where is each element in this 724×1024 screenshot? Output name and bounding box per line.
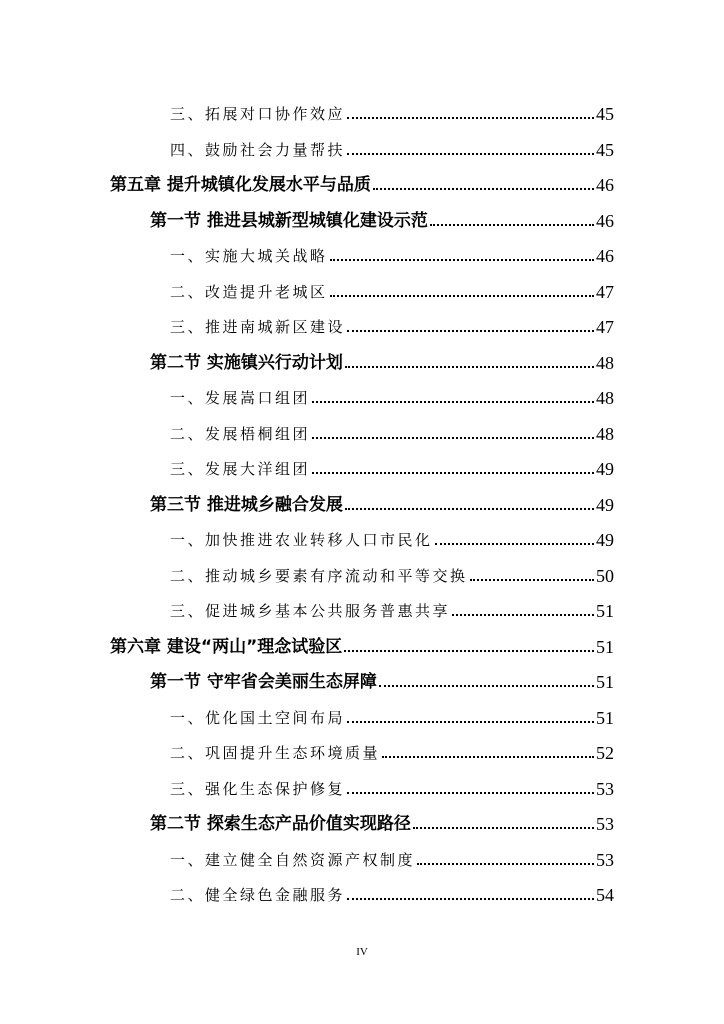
toc-entry [170, 273, 614, 303]
dot-leader [452, 614, 594, 616]
toc-entry-title: 第一节 推进县城新型城镇化建设示范 [150, 211, 428, 231]
toc-entry-page: 51 [596, 708, 614, 728]
toc-entry-page: 52 [596, 743, 614, 763]
toc-entry-title: 二、推动城乡要素有序流动和平等交换 [170, 567, 468, 585]
toc-entry [170, 734, 614, 764]
toc-entry-title: 一、实施大城关战略 [170, 247, 328, 265]
toc-entry [170, 699, 614, 729]
toc-entry-title: 三、发展大洋组团 [170, 460, 311, 478]
toc-entry [150, 202, 614, 232]
toc-entry [150, 663, 614, 693]
dot-leader [347, 898, 594, 900]
toc-entry [110, 628, 614, 658]
toc-entry-page: 49 [596, 459, 614, 479]
dot-leader [373, 188, 594, 190]
dot-leader [345, 508, 594, 510]
dot-leader [347, 792, 594, 794]
toc-entry-title: 第二节 实施镇兴行动计划 [150, 353, 343, 373]
dot-leader [312, 437, 594, 439]
dot-leader [413, 827, 594, 829]
toc-entry [170, 415, 614, 445]
toc-entry [170, 521, 614, 551]
toc-entry-title: 三、拓展对口协作效应 [170, 105, 346, 123]
toc-entry-page: 51 [596, 601, 614, 621]
toc-entry-page: 49 [596, 495, 614, 515]
toc-entry [110, 166, 614, 196]
toc-entry-page: 45 [596, 104, 614, 124]
dot-leader [417, 863, 594, 865]
dot-leader [330, 295, 594, 297]
toc-entry-page: 46 [596, 246, 614, 266]
toc-entry-page: 47 [596, 282, 614, 302]
toc-entry-title: 一、发展嵩口组团 [170, 389, 311, 407]
dot-leader [347, 330, 594, 332]
toc-entry-title: 二、健全绿色金融服务 [170, 886, 346, 904]
dot-leader [312, 401, 594, 403]
toc-entry-page: 48 [596, 424, 614, 444]
toc-entry-page: 47 [596, 317, 614, 337]
dot-leader [382, 756, 594, 758]
dot-leader [470, 579, 594, 581]
dot-leader [312, 472, 594, 474]
toc-entry-title: 第三节 推进城乡融合发展 [150, 495, 343, 515]
toc-entry-title: 一、优化国土空间布局 [170, 709, 346, 727]
toc-entry-page: 54 [596, 885, 614, 905]
toc-entry-title: 第五章 提升城镇化发展水平与品质 [110, 175, 371, 195]
toc-entry [170, 95, 614, 125]
toc-entry [150, 344, 614, 374]
toc-entry [170, 308, 614, 338]
dot-leader [347, 721, 594, 723]
toc-entry-page: 53 [596, 814, 614, 834]
toc-entry-page: 51 [596, 672, 614, 692]
dot-leader [379, 685, 594, 687]
toc-entry-title: 一、加快推进农业转移人口市民化 [170, 531, 433, 549]
toc-entry-page: 46 [596, 175, 614, 195]
toc-entry [170, 770, 614, 800]
dot-leader [344, 650, 594, 652]
toc-entry-title: 三、促进城乡基本公共服务普惠共享 [170, 602, 451, 620]
toc-entry-page: 48 [596, 353, 614, 373]
toc-entry-title: 第二节 探索生态产品价值实现路径 [150, 814, 411, 834]
toc-entry-page: 53 [596, 779, 614, 799]
toc-entry-title: 二、改造提升老城区 [170, 283, 328, 301]
toc-entry-page: 45 [596, 140, 614, 160]
toc-entry [170, 131, 614, 161]
toc-entry-title: 第六章 建设“两山”理念试验区 [110, 637, 343, 657]
toc-entry-title: 二、巩固提升生态环境质量 [170, 744, 381, 762]
toc-entry-page: 51 [596, 637, 614, 657]
toc-entry-page: 49 [596, 530, 614, 550]
toc-entry-title: 第一节 守牢省会美丽生态屏障 [150, 672, 377, 692]
toc-entry [170, 379, 614, 409]
dot-leader [435, 543, 594, 545]
toc-entry-page: 50 [596, 566, 614, 586]
toc-entry [170, 450, 614, 480]
toc-entry-page: 53 [596, 850, 614, 870]
toc-entry [170, 237, 614, 267]
toc-entry-title: 二、发展梧桐组团 [170, 425, 311, 443]
toc-entry-title: 三、推进南城新区建设 [170, 318, 346, 336]
toc-entry [150, 486, 614, 516]
dot-leader [330, 259, 594, 261]
toc-entry-page: 46 [596, 211, 614, 231]
toc-entry [170, 876, 614, 906]
dot-leader [345, 366, 594, 368]
toc-entry-title: 四、鼓励社会力量帮扶 [170, 141, 346, 159]
toc-entry-title: 一、建立健全自然资源产权制度 [170, 851, 416, 869]
toc-entry-title: 三、强化生态保护修复 [170, 780, 346, 798]
page-number: IV [356, 946, 368, 958]
toc-entry [170, 841, 614, 871]
toc-entry [150, 805, 614, 835]
toc-entry [170, 592, 614, 622]
toc-entry [170, 557, 614, 587]
dot-leader [347, 153, 594, 155]
dot-leader [347, 117, 594, 119]
toc-entry-page: 48 [596, 388, 614, 408]
dot-leader [430, 224, 594, 226]
